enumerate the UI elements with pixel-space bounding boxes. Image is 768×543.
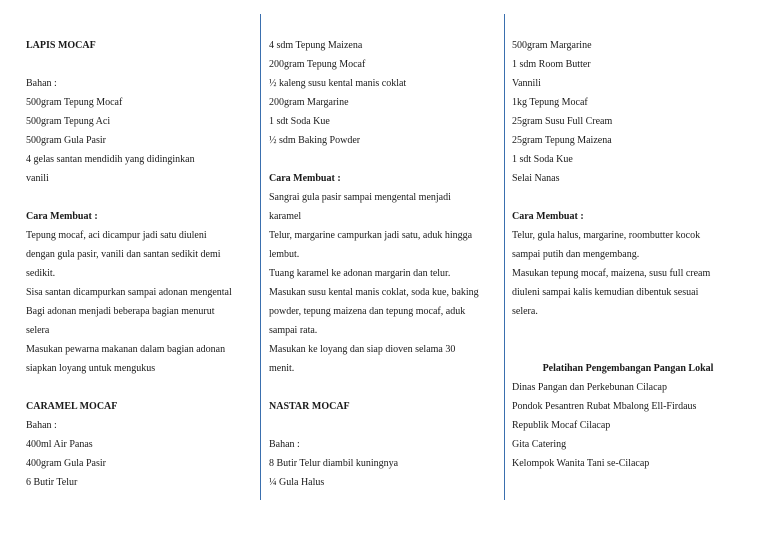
text-line: 25gram Tepung Maizena <box>512 135 612 146</box>
text-line: Pondok Pesantren Rubat Mbalong Ell-Firdaus <box>512 401 697 412</box>
text-line: 400ml Air Panas <box>26 439 93 450</box>
text-line: 4 gelas santan mendidih yang didinginkan <box>26 154 195 165</box>
blank-line <box>512 188 744 207</box>
column-caramel-nastar <box>269 36 497 492</box>
text-line: Telur, gula halus, margarine, roombutter kocok <box>512 230 701 241</box>
section-heading: CARAMEL MOCAF <box>26 401 118 412</box>
text-line: ½ sdm Baking Powder <box>269 135 361 146</box>
blank-line <box>26 378 254 397</box>
text-line: karamel <box>269 211 302 222</box>
blank-line <box>512 321 744 340</box>
text-line: Vannili <box>512 78 541 89</box>
text-line: Kelompok Wanita Tani se-Cilacap <box>512 458 650 469</box>
text-line: Dinas Pangan dan Perkebunan Cilacap <box>512 382 667 393</box>
column-divider <box>504 14 505 500</box>
text-line: 4 sdm Tepung Maizena <box>269 40 363 51</box>
text-line: Tuang karamel ke adonan margarin dan telur. <box>269 268 451 279</box>
text-line: lembut. <box>269 249 300 260</box>
text-line: 400gram Gula Pasir <box>26 458 106 469</box>
section-heading: Cara Membuat : <box>512 211 584 222</box>
text-line: 1kg Tepung Mocaf <box>512 97 588 108</box>
text-line: sampai putih dan mengembang. <box>512 249 640 260</box>
section-heading: Cara Membuat : <box>26 211 98 222</box>
text-line: siapkan loyang untuk mengukus <box>26 363 156 374</box>
text-line: 200gram Tepung Mocaf <box>269 59 366 70</box>
text-line: Bahan : <box>26 78 57 89</box>
section-heading: LAPIS MOCAF <box>26 40 96 51</box>
text-line: ½ kaleng susu kental manis coklat <box>269 78 407 89</box>
text-line: 500gram Tepung Aci <box>26 116 111 127</box>
text-line: menit. <box>269 363 295 374</box>
text-line: Sangrai gula pasir sampai mengental menjadi <box>269 192 451 203</box>
text-line: Masukan ke loyang dan siap dioven selama 30 <box>269 344 456 355</box>
text-line: Republik Mocaf Cilacap <box>512 420 611 431</box>
blank-line <box>269 378 497 397</box>
text-line: Tepung mocaf, aci dicampur jadi satu diuleni <box>26 230 207 241</box>
section-heading: Pelatihan Pengembangan Pangan Lokal <box>542 363 714 374</box>
text-line: vanili <box>26 173 49 184</box>
blank-line <box>269 150 497 169</box>
text-line: 1 sdt Soda Kue <box>269 116 330 127</box>
text-line: 8 Butir Telur diambil kuningnya <box>269 458 399 469</box>
text-line: Bahan : <box>26 420 57 431</box>
text-line: powder, tepung maizena dan tepung mocaf, aduk <box>269 306 466 317</box>
text-line: Masukan susu kental manis coklat, soda kue, baking <box>269 287 479 298</box>
text-line: sampai rata. <box>269 325 318 336</box>
text-line: 1 sdm Room Butter <box>512 59 591 70</box>
text-line: 500gram Margarine <box>512 40 592 51</box>
blank-line <box>26 55 254 74</box>
text-line: diuleni sampai kalis kemudian dibentuk sesuai <box>512 287 699 298</box>
text-line: 500gram Gula Pasir <box>26 135 106 146</box>
text-line: Sisa santan dicampurkan sampai adonan mengental <box>26 287 232 298</box>
text-line: sedikit. <box>26 268 56 279</box>
text-line: ¼ Gula Halus <box>269 477 325 488</box>
text-line: Bagi adonan menjadi beberapa bagian menurut <box>26 306 215 317</box>
column-lapis-caramel <box>26 36 254 492</box>
text-line: Selai Nanas <box>512 173 560 184</box>
section-heading: NASTAR MOCAF <box>269 401 350 412</box>
text-line: 25gram Susu Full Cream <box>512 116 613 127</box>
text-line: dengan gula pasir, vanili dan santan sedikit demi <box>26 249 221 260</box>
text-line: selera. <box>512 306 538 317</box>
blank-line <box>26 188 254 207</box>
text-line: selera <box>26 325 50 336</box>
section-heading: Cara Membuat : <box>269 173 341 184</box>
column-nastar-credits <box>512 36 744 473</box>
text-line: Masukan pewarna makanan dalam bagian adonan <box>26 344 226 355</box>
text-line: 6 Butir Telur <box>26 477 78 488</box>
text-line: Masukan tepung mocaf, maizena, susu full cream <box>512 268 711 279</box>
blank-line <box>269 416 497 435</box>
text-line: 200gram Margarine <box>269 97 349 108</box>
text-line: Gita Catering <box>512 439 567 450</box>
column-divider <box>260 14 261 500</box>
text-line: 500gram Tepung Mocaf <box>26 97 123 108</box>
text-line: 1 sdt Soda Kue <box>512 154 573 165</box>
blank-line <box>512 340 744 359</box>
text-line: Telur, margarine campurkan jadi satu, aduk hingga <box>269 230 473 241</box>
text-line: Bahan : <box>269 439 300 450</box>
